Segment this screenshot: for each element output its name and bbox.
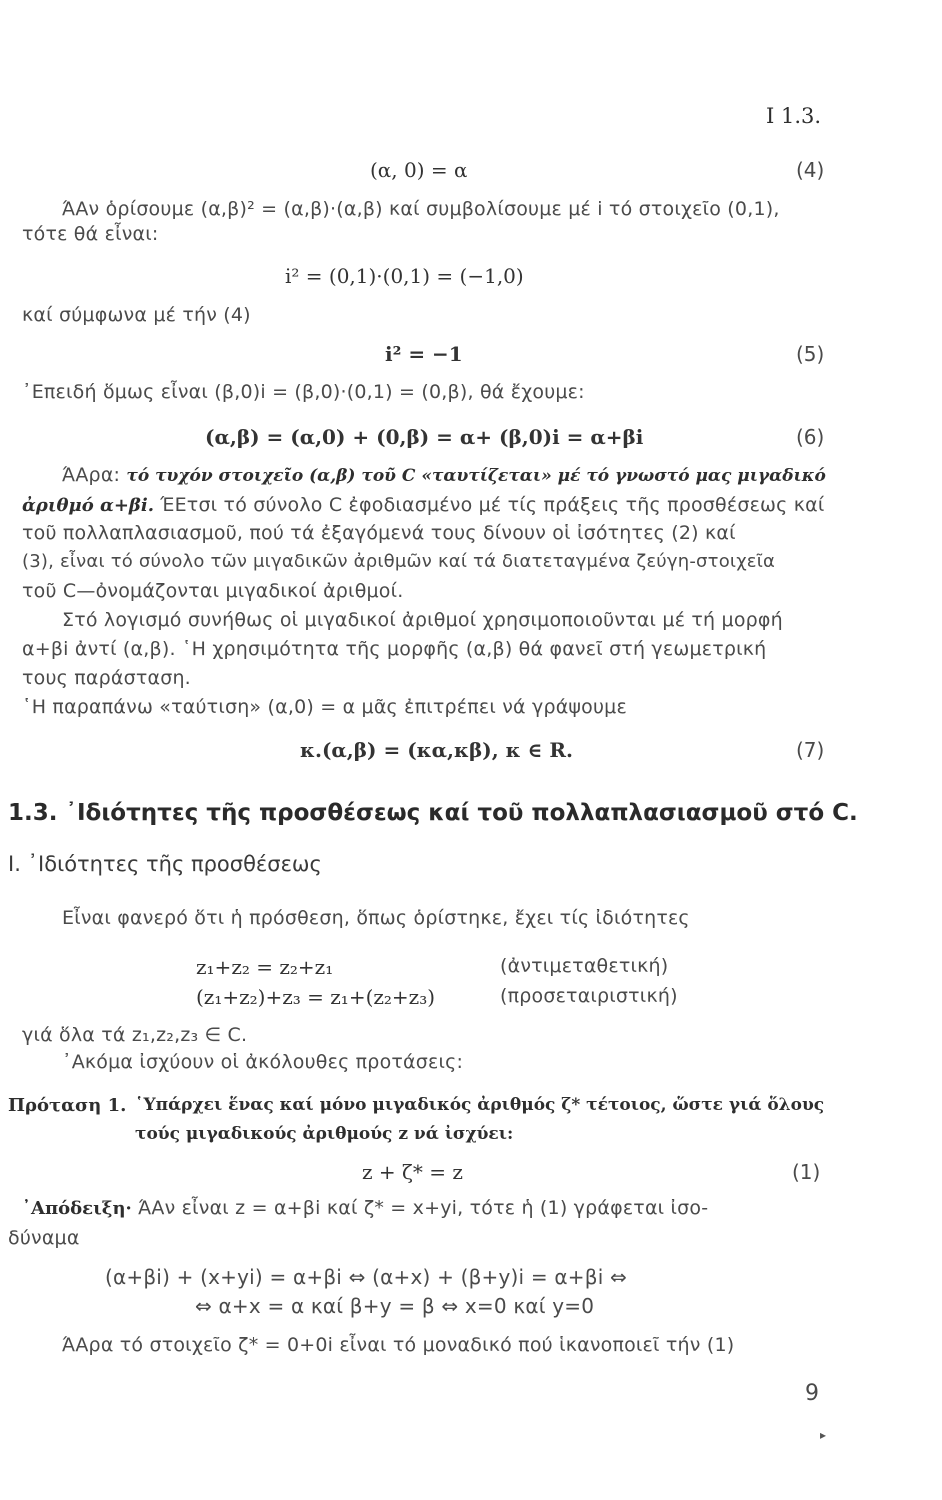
equation-number-6: (6) xyxy=(796,425,825,449)
page-number: 9 xyxy=(805,1381,820,1406)
paragraph-line: ᾿Ακόμα ἰσχύουν οἱ ἀκόλουθες προτάσεις: xyxy=(62,1051,464,1073)
proof-label: ᾿Απόδειξη· xyxy=(22,1198,132,1219)
paragraph-line xyxy=(22,494,825,516)
equation-number-4: (4) xyxy=(796,158,825,182)
emphasis-text: ἀριθμό α+βi. xyxy=(22,495,154,516)
paragraph-line: τους παράσταση. xyxy=(22,667,191,689)
equation-7: κ.(α,β) = (κα,κβ), κ ∈ R. xyxy=(300,738,573,762)
equation-1: z + ζ* = z xyxy=(362,1160,463,1184)
paragraph-line: τοῦ C—ὀνομάζονται μιγαδικοί ἀριθμοί. xyxy=(22,580,404,602)
paragraph-line: ᾿Επειδή ὅμως εἶναι (β,0)i = (β,0)·(0,1) = (0,β), θά ἔχουμε: xyxy=(22,381,585,403)
paragraph-line: καί σύμφωνα μέ τήν (4) xyxy=(22,304,251,326)
emphasis-text: τό τυχόν στοιχεῖο (α,β) τοῦ C «ταυτίζεται» μέ τό γνωστό μας μιγαδικό xyxy=(126,466,826,486)
proof-line xyxy=(22,1197,708,1219)
paragraph-line: (3), εἶναι τό σύνολο τῶν μιγαδικῶν ἀριθμῶν καί τά διατεταγμένα ζεύγη-στοιχεῖα xyxy=(22,551,776,572)
paragraph-line: ῾Η παραπάνω «ταύτιση» (α,0) = α μᾶς ἐπιτρέπει νά γράψουμε xyxy=(22,696,627,718)
corner-mark: ▸ xyxy=(820,1428,827,1442)
proposition-label: Πρόταση 1. xyxy=(8,1095,127,1116)
equation-number-1: (1) xyxy=(792,1160,821,1184)
proof-equation: ⇔ α+x = α καί β+y = β ⇔ x=0 καί y=0 xyxy=(195,1294,595,1318)
equation-i-squared: i² = (0,1)·(0,1) = (−1,0) xyxy=(285,264,524,288)
text-span: ΈΕτσι τό σύνολο C ἐφοδιασμένο μέ τίς πράξεις τῆς προσθέσεως καί xyxy=(153,494,825,516)
paragraph-line: τότε θά εἶναι: xyxy=(22,223,159,245)
equation-number-5: (5) xyxy=(796,342,825,366)
property-associative-label: (προσεταιριστική) xyxy=(500,985,678,1007)
proposition-text: ῾Υπάρχει ἕνας καί μόνο μιγαδικός ἀριθμός ζ* τέτοιος, ὥστε γιά ὅλους xyxy=(135,1095,825,1115)
paragraph-line: ΆΑν ὁρίσουμε (α,β)² = (α,β)·(α,β) καί συμβολίσουμε μέ i τό στοιχεῖο (0,1), xyxy=(62,198,780,220)
property-commutative-label: (ἀντιμεταθετική) xyxy=(500,955,669,977)
equation-5: i² = −1 xyxy=(385,342,463,366)
text-span: ΆΑν εἶναι z = α+βi καί ζ* = x+yi, τότε ἡ (1) γράφεται ἰσο- xyxy=(131,1197,709,1219)
running-header: I 1.3. xyxy=(766,104,822,128)
proof-equation: (α+βi) + (x+yi) = α+βi ⇔ (α+x) + (β+y)i = α+βi ⇔ xyxy=(105,1265,627,1289)
equation-4: (α, 0) = α xyxy=(370,158,468,182)
proposition-text: τούς μιγαδικούς ἀριθμούς z νά ἰσχύει: xyxy=(135,1124,514,1144)
paragraph-line xyxy=(62,464,826,486)
section-heading: 1.3. ᾿Ιδιότητες τῆς προσθέσεως καί τοῦ πολλαπλασιασμοῦ στό C. xyxy=(8,800,858,826)
paragraph-line: γιά ὅλα τά z₁,z₂,z₃ ∈ C. xyxy=(22,1024,248,1046)
property-commutative-formula: z₁+z₂ = z₂+z₁ xyxy=(196,955,334,979)
equation-number-7: (7) xyxy=(796,738,825,762)
paragraph-line: Στό λογισμό συνήθως οἱ μιγαδικοί ἀριθμοί χρησιμοποιοῦνται μέ τή μορφή xyxy=(62,609,783,631)
paragraph-line: ΆΑρα τό στοιχεῖο ζ* = 0+0i εἶναι τό μοναδικό πού ἱκανοποιεῖ τήν (1) xyxy=(62,1334,735,1356)
property-associative-formula: (z₁+z₂)+z₃ = z₁+(z₂+z₃) xyxy=(196,985,436,1009)
paragraph-line: Εἶναι φανερό ὅτι ἡ πρόσθεση, ὅπως ὁρίστηκε, ἔχει τίς ἰδιότητες xyxy=(62,907,690,929)
subsection-heading: I. ᾿Ιδιότητες τῆς προσθέσεως xyxy=(8,852,322,876)
text-span: ΆΑρα: xyxy=(62,464,127,486)
paragraph-line: α+βi ἀντί (α,β). ῾Η χρησιμότητα τῆς μορφῆς (α,β) θά φανεῖ στή γεωμετρική xyxy=(22,638,767,660)
paragraph-line: τοῦ πολλαπλασιασμοῦ, πού τά ἐξαγόμενά τους δίνουν οἱ ἰσότητες (2) καί xyxy=(22,522,736,544)
equation-6: (α,β) = (α,0) + (0,β) = α+ (β,0)i = α+βi xyxy=(205,425,644,449)
paragraph-line: δύναμα xyxy=(8,1227,80,1249)
